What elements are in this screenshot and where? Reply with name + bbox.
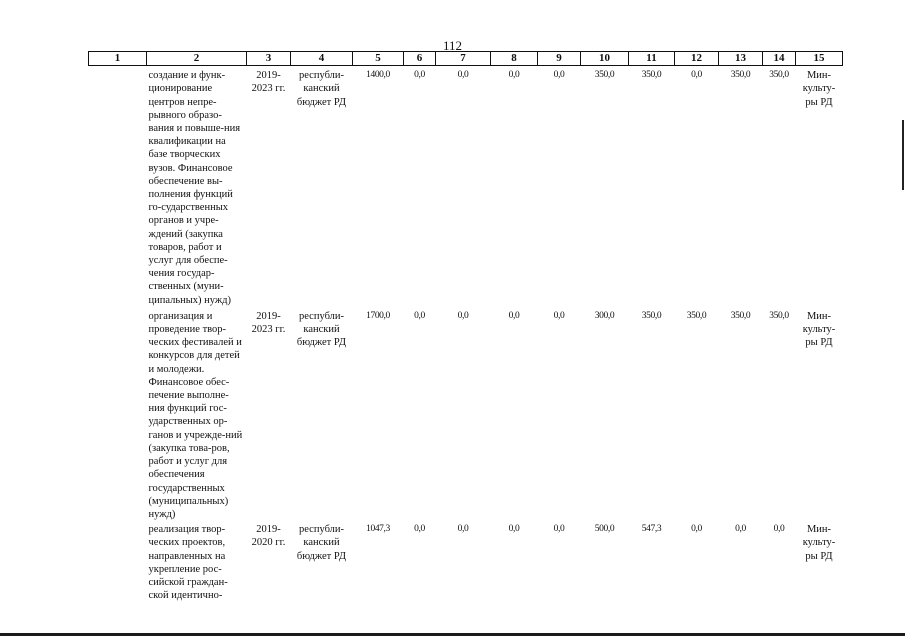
amount-cell: 0,0 (508, 310, 520, 321)
column-header: 11 (629, 52, 675, 66)
empty-cell (89, 521, 147, 603)
table-row (89, 66, 843, 307)
amount-cell: 0,0 (508, 524, 520, 535)
table-row (89, 307, 843, 521)
amount-cell: 1400,0 (366, 70, 390, 81)
amount-cell: 350,0 (730, 310, 751, 321)
column-header: 5 (353, 52, 404, 66)
amount-cell: 0,0 (457, 310, 469, 321)
amount-cell: 350,0 (769, 310, 789, 321)
table-row (89, 521, 843, 603)
column-header: 1 (89, 52, 147, 66)
period-cell: 2019-2023 гг. (251, 310, 286, 336)
column-header: 2 (147, 52, 247, 66)
amount-cell: 0,0 (735, 524, 746, 535)
column-header: 13 (719, 52, 763, 66)
amount-cell: 0,0 (457, 70, 469, 81)
amount-cell: 350,0 (641, 70, 662, 81)
column-header: 14 (763, 52, 796, 66)
column-header: 15 (796, 52, 843, 66)
amount-cell: 0,0 (414, 524, 425, 535)
column-header: 4 (291, 52, 353, 66)
budget-table (88, 51, 843, 603)
amount-cell: 500,0 (594, 524, 615, 535)
amount-cell: 350,0 (730, 70, 751, 81)
executor-cell: Мин-культу-ры РД (802, 70, 836, 108)
column-header: 3 (247, 52, 291, 66)
amount-cell: 1047,3 (366, 524, 390, 535)
period-cell: 2019-2023 гг. (251, 70, 286, 95)
funding-source-cell: республи-канский бюджет РД (296, 70, 347, 108)
amount-cell: 0,0 (553, 70, 565, 81)
column-header: 10 (581, 52, 629, 66)
amount-cell: 350,0 (769, 70, 789, 81)
scan-edge-mark (902, 120, 904, 190)
amount-cell: 547,3 (641, 524, 662, 535)
amount-cell: 0,0 (414, 70, 425, 81)
column-header: 9 (538, 52, 581, 66)
funding-source-cell: республи-канский бюджет РД (296, 310, 347, 349)
amount-cell: 1700,0 (366, 310, 390, 321)
period-cell: 2019-2020 гг. (251, 524, 286, 549)
column-header: 7 (436, 52, 491, 66)
scan-bottom-edge (0, 633, 905, 636)
amount-cell: 350,0 (641, 310, 662, 321)
amount-cell: 0,0 (508, 70, 520, 81)
amount-cell: 350,0 (686, 310, 707, 321)
executor-cell: Мин-культу-ры РД (802, 310, 836, 349)
executor-cell: Мин-культу-ры РД (802, 524, 836, 562)
amount-cell: 0,0 (414, 310, 425, 321)
activity-description: создание и функ-ционирование центров непре-рывного образо-вания и повыше-ния квалификации на базе творческих вузов. Финансовое обеспечение вы-полнения функций го-сударственных органов и учре-ждений (закупка товаров, работ и услуг для обеспе-чения государ-ственных (муни-ципальных) нужд) (148, 70, 241, 306)
column-header: 12 (675, 52, 719, 66)
amount-cell: 0,0 (691, 524, 702, 535)
activity-description: реализация твор-ческих проектов, направленных на укрепление рос-сийской граждан-ской идентично- (148, 524, 228, 602)
amount-cell: 0,0 (691, 70, 702, 81)
amount-cell: 0,0 (457, 524, 469, 535)
amount-cell: 0,0 (773, 524, 785, 535)
column-header: 8 (491, 52, 538, 66)
column-number-row (89, 52, 843, 66)
amount-cell: 0,0 (553, 524, 565, 535)
page-number: 112 (442, 38, 463, 53)
activity-description: организация и проведение твор-ческих фестивалей и конкурсов для детей и молодежи. Финансовое обес-печение выполне-ния функций гос-ударственных ор-ганов и учрежде-ний (закупка това-ров, работ и услуг для обеспечения государственных (муниципальных) нужд) (148, 310, 243, 520)
empty-cell (89, 66, 147, 307)
amount-cell: 0,0 (553, 310, 565, 321)
amount-cell: 300,0 (594, 310, 615, 321)
column-header: 6 (404, 52, 436, 66)
funding-source-cell: республи-канский бюджет РД (296, 524, 347, 562)
amount-cell: 350,0 (594, 70, 615, 81)
empty-cell (89, 307, 147, 521)
